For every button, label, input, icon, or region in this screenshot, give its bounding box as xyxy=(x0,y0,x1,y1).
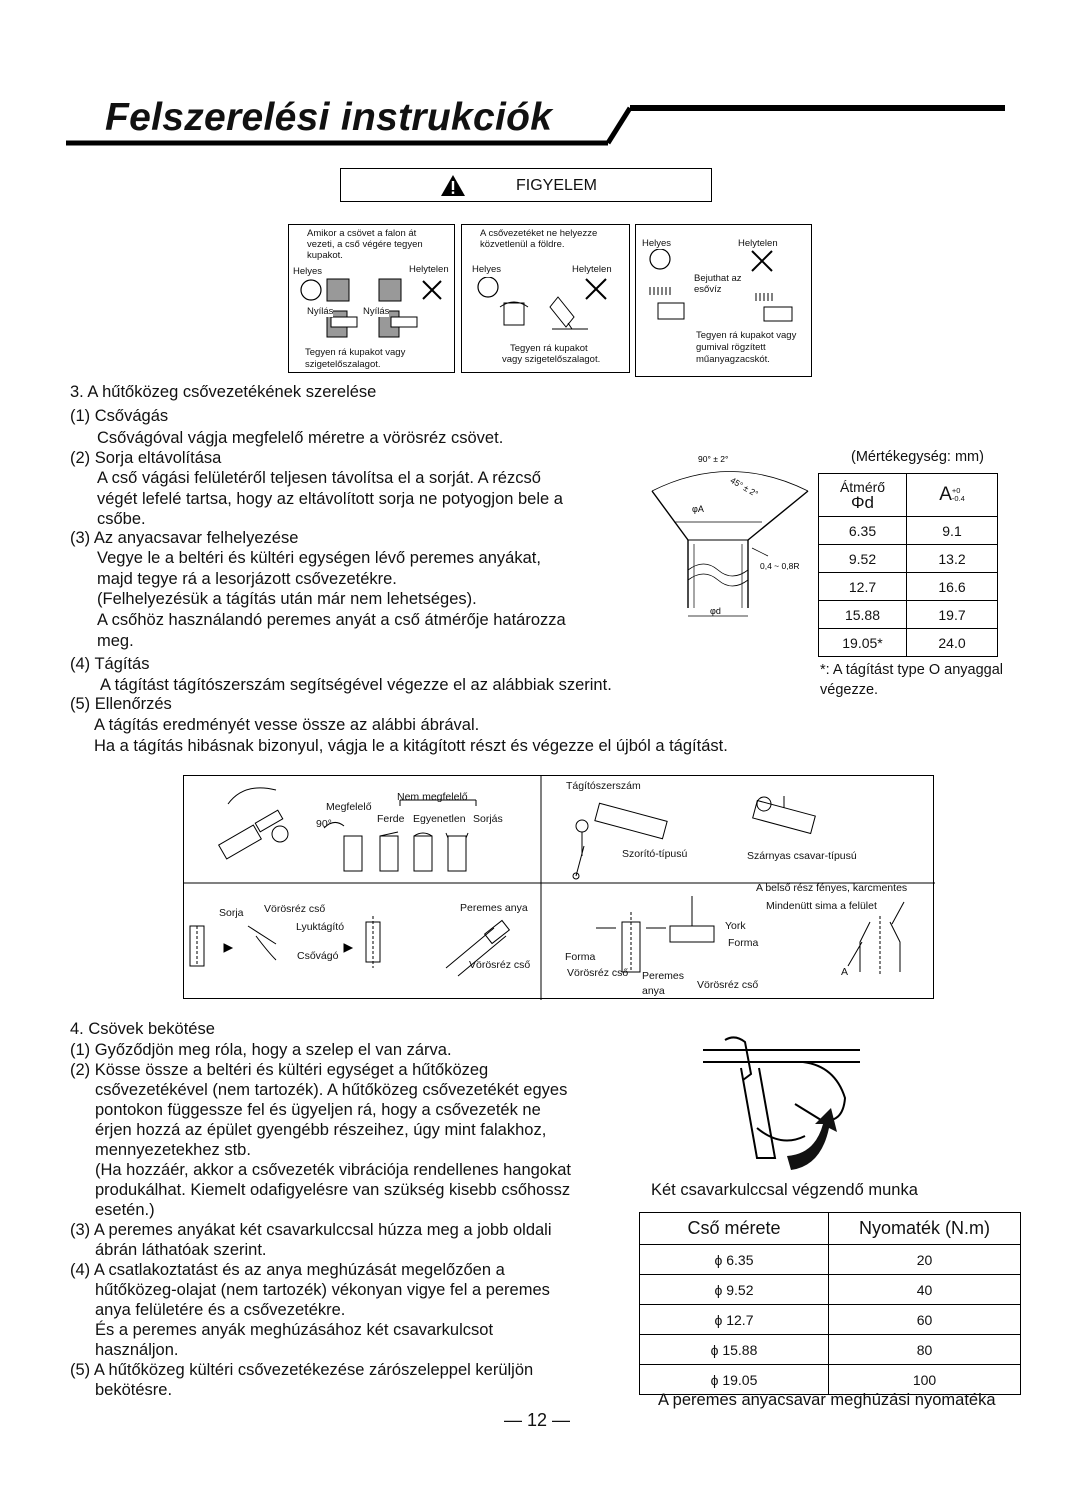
torque-caption: A peremes anyacsavar meghúzási nyomatéka xyxy=(658,1391,996,1409)
warning-banner xyxy=(340,168,712,202)
step-2-title: (2) Sorja eltávolítása xyxy=(70,449,222,467)
table-row: 15.88 19.7 xyxy=(819,601,998,629)
caution-box-wall: Amikor a csövet a falon át vezeti, a cső végére tegyen kupakot. Helyes Helytelen Nyílás Nyílás Tegyen rá kupakot vagy szigetelőszalagot. xyxy=(288,224,455,373)
table-row: ϕ 6.35 20 xyxy=(640,1245,1021,1275)
step-5-text: A tágítás eredményét vesse össze az alábbi ábrával. xyxy=(94,716,480,734)
flare-dimension-drawing xyxy=(640,448,815,628)
ground-pipe-illustration xyxy=(468,277,628,337)
unit-label: (Mértékegység: mm) xyxy=(851,449,984,465)
two-wrench-illustration xyxy=(695,1028,865,1178)
title-underline xyxy=(0,0,1083,160)
pipe-cutter-drawing xyxy=(219,788,288,859)
svg-text:0,4 ~ 0,8R: 0,4 ~ 0,8R xyxy=(760,561,800,571)
table-row: 9.52 13.2 xyxy=(819,545,998,573)
section-4-heading: 4. Csövek bekötése xyxy=(70,1020,215,1038)
wrench-caption: Két csavarkulccsal végzendő munka xyxy=(651,1181,918,1199)
table-footnote: *: A tágítást type O anyaggal végezze. xyxy=(820,662,1003,698)
col-header-torque: Nyomaték (N.m) xyxy=(829,1213,1021,1245)
step-3-text: Vegye le a beltéri és kültéri egységen lévő peremes anyákat, xyxy=(97,549,541,567)
table-row: ϕ 15.88 80 xyxy=(640,1335,1021,1365)
table-row: 6.35 9.1 xyxy=(819,517,998,545)
rain-pipe-illustration xyxy=(644,249,809,329)
step-2-text: A cső vágási felületéről teljesen távolítsa el a sorját. A rézcső xyxy=(97,469,541,487)
torque-table xyxy=(639,1212,1021,1395)
caution-box-ground: A csővezetéket ne helyezze közvetlenül a földre. Helyes Helytelen Tegyen rá kupakot vagy szigetelőszalagot. xyxy=(461,224,630,373)
warning-icon xyxy=(440,174,466,197)
table-row: 12.7 16.6 xyxy=(819,573,998,601)
page-number: — 12 — xyxy=(504,1410,571,1430)
col-header-diameter: Átmérő Φd xyxy=(819,474,907,517)
step-1-title: (1) Csővágás xyxy=(70,407,169,425)
svg-text:φA: φA xyxy=(692,504,704,514)
flare-dimension-table xyxy=(818,473,998,657)
step-1-text: Csővágóval vágja megfelelő méretre a vörösréz csövet. xyxy=(97,429,504,447)
table-row: ϕ 19.05 100 xyxy=(640,1365,1021,1395)
step-5-title: (5) Ellenőrzés xyxy=(70,695,172,713)
svg-text:90° ± 2°: 90° ± 2° xyxy=(698,454,729,464)
table-row: ϕ 9.52 40 xyxy=(640,1275,1021,1305)
warning-label: FIGYELEM xyxy=(516,177,597,194)
table-row: ϕ 12.7 60 xyxy=(640,1305,1021,1335)
flaring-tool-drawings xyxy=(573,796,815,879)
step-4-title: (4) Tágítás xyxy=(70,655,150,673)
table-row: 19.05* 24.0 xyxy=(819,629,998,657)
step-3-title: (3) Az anyacsavar felhelyezése xyxy=(70,529,299,547)
deburring-drawings xyxy=(190,916,509,976)
svg-text:45° ± 2°: 45° ± 2° xyxy=(728,475,760,499)
caution-box-rain: Helyes Helytelen Bejuthat az esővíz Tegyen rá kupakot vagy gumival rögzített műanyagzacskót. xyxy=(635,224,812,377)
step-4-text: A tágítást tágítószerszám segítségével végezze el az alábbiak szerint. xyxy=(100,676,612,694)
page-title: Felszerelési instrukciók xyxy=(105,96,553,139)
col-header-a: A+0 -0.4 xyxy=(907,474,998,517)
flaring-procedure-figure: Nem megfelelő Megfelelő 90° Ferde Egyenetlen Sorjás Tágítószerszám Szorító-típusú Szárnyas csavar-típusú Sorja Vörösréz cső Lyuktágító Csővágó Peremes anya Vörösréz cső A belső rész fényes, karcmentes Mindenütt sima a felület York Forma Forma Vörösréz cső Peremes anya Vörösréz cső A xyxy=(183,775,934,999)
section-3-heading: 3. A hűtőközeg csővezetékének szerelése xyxy=(70,383,377,401)
svg-text:φd: φd xyxy=(710,606,721,616)
col-header-pipe-size: Cső mérete xyxy=(640,1213,829,1245)
